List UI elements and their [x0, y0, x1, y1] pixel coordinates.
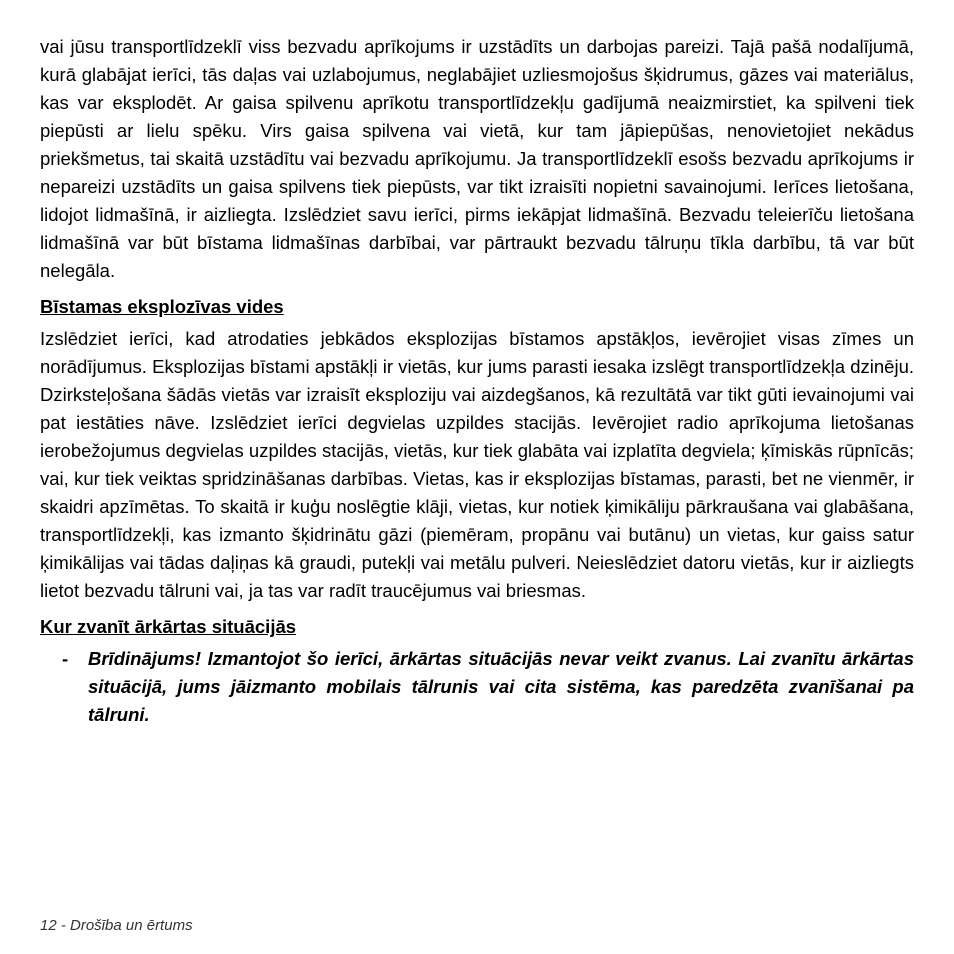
section-heading-explosive-environments: Bīstamas eksplozīvas vides — [40, 296, 284, 317]
intro-paragraph: vai jūsu transportlīdzeklī viss bezvadu aprīkojums ir uzstādīts un darbojas pareizi. Tajā pašā nodalījumā, kurā glabājat ierīci, tās daļas vai uzlabojumus, neglabājiet uzliesmojošus šķidrumus, gāzes vai materiālus, kas var eksplodēt. Ar gaisa spilvenu aprīkotu transportlīdzekļu gadījumā neaizmirstiet, ka spilveni tiek piepūsti ar lielu spēku. Virs gaisa spilvena vai vietā, kur tam jāpiepūšas, nenovietojiet nekādus priekšmetus, tai skaitā uzstādītu vai bezvadu aprīkojumu. Ja transportlīdzeklī esošs bezvadu aprīkojums ir nepareizi uzstādīts un gaisa spilvens tiek piepūsts, var tikt izraisīti nopietni savainojumi. Ierīces lietošana, lidojot lidmašīnā, ir aizliegta. Izslēdziet savu ierīci, pirms iekāpjat lidmašīnā. Bezvadu teleierīču lietošana lidmašīnā var būt bīstama lidmašīnas darbībai, var pārtraukt bezvadu tālruņu tīkla darbību, tā var būt nelegāla. — [40, 36, 914, 281]
page-footer: 12 - Drošība un ērtums — [40, 917, 193, 934]
warning-list-item — [40, 645, 914, 729]
list-dash: - — [62, 648, 69, 669]
warning-text: Brīdinājums! Izmantojot šo ierīci, ārkārtas situācijās nevar veikt zvanus. Lai zvanītu ārkārtas situācijā, jums jāizmanto mobilais tālrunis vai cita sistēma, kas paredzēta zvanīšanai pa tālruni. — [88, 648, 914, 725]
section-heading-emergency-calls: Kur zvanīt ārkārtas situācijās — [40, 616, 297, 637]
document-page — [40, 33, 914, 729]
explosive-environments-paragraph: Izslēdziet ierīci, kad atrodaties jebkādos eksplozijas bīstamos apstākļos, ievērojiet visas zīmes un norādījumus. Eksplozijas bīstami apstākļi ir vietās, kur jums parasti iesaka izslēgt transportlīdzekļa dzinēju. Dzirksteļošana šādās vietās var izraisīt eksploziju vai aizdegšanos, kā rezultātā var tikt gūti ievainojumi vai pat iestāties nāve. Izslēdziet ierīci degvielas uzpildes stacijās. Ievērojiet radio aprīkojuma lietošanas ierobežojumus degvielas uzpildes stacijās, vietās, kur tiek glabāta vai izplatīta degviela; ķīmiskās rūpnīcās; vai, kur tiek veiktas spridzināšanas darbības. Vietas, kas ir eksplozijas bīstamas, parasti, bet ne vienmēr, ir skaidri apzīmētas. To skaitā ir kuģu noslēgtie klāji, vietas, kur notiek ķimikāliju pārkraušana vai glabāšana, transportlīdzekļi, kas izmanto šķidrinātu gāzi (piemēram, propānu vai butānu) un vietas, kur gaiss satur ķimikālijas vai tādas daļiņas kā graudi, putekļi vai metālu pulveri. Neieslēdziet datoru vietās, kur ir aizliegts lietot bezvadu tālruni vai, ja tas var radīt traucējumus vai briesmas. — [40, 328, 914, 601]
